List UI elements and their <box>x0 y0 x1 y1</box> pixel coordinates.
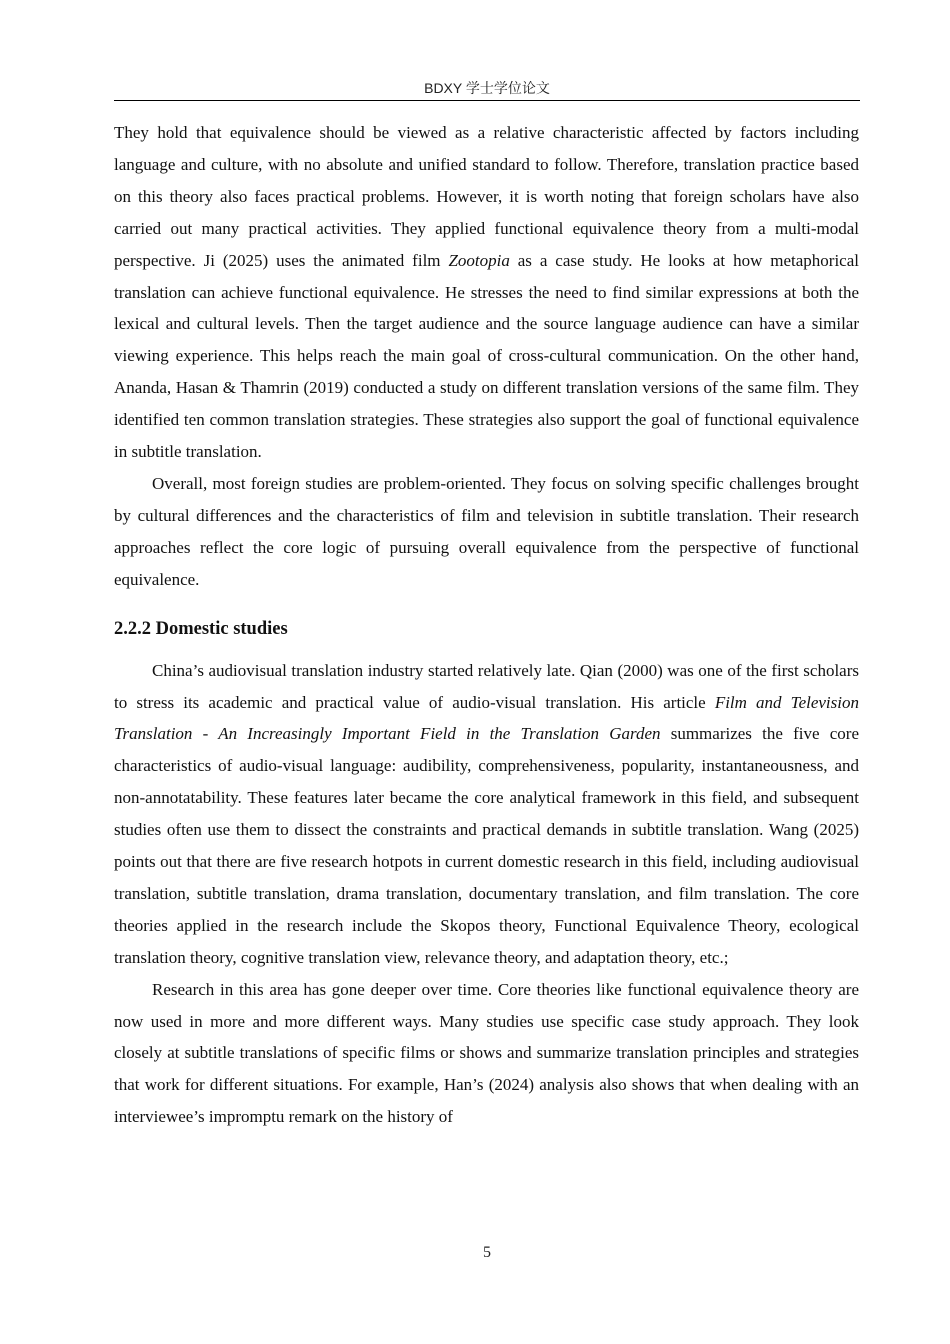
paragraph-text: as a case study. He looks at how metaphorical translation can achieve functional equivalence. He stresses the need to find similar expressions at both the lexical and cultural levels. Then the target audience and the source language audience can have a similar viewing experience. This helps reach the main goal of cross-cultural communication. On the other hand, Ananda, Hasan & Thamrin (2019) conducted a study on different translation versions of the same film. They identified ten common translation strategies. These strategies also support the goal of functional equivalence in subtitle translation. <box>114 250 859 462</box>
section-heading: 2.2.2 Domestic studies <box>114 618 288 639</box>
paragraph-foreign-studies-continued <box>114 117 859 468</box>
paragraph-foreign-studies-summary: Overall, most foreign studies are problem-oriented. They focus on solving specific challenges brought by cultural differences and the characteristics of film and television in subtitle translation. Their research approaches reflect the core logic of pursuing overall equivalence from the perspective of functional equivalence. <box>114 473 859 589</box>
paragraph-text: summarizes the five core characteristics of audio-visual language: audibility, comprehensiveness, popularity, instantaneousness, and non-annotatability. These features later became the core analytical framework in this field, and subsequent studies often use them to dissect the constraints and practical demands in subtitle translation. Wang (2025) points out that there are five research hotpots in current domestic research in this field, including audiovisual translation, subtitle translation, drama translation, documentary translation, and film translation. The core theories applied in the research include the Skopos theory, Functional Equivalence Theory, ecological translation theory, cognitive translation view, relevance theory, and adaptation theory, etc.; <box>114 724 859 967</box>
paragraph-domestic-studies-intro <box>114 655 859 974</box>
page-header: BDXY 学士学位论文 <box>424 80 550 96</box>
film-title-zootopia: Zootopia <box>448 250 510 270</box>
header-rule <box>114 100 860 101</box>
page-number: 5 <box>483 1244 491 1261</box>
page-body <box>114 117 859 1133</box>
paragraph-text: China’s audiovisual translation industry started relatively late. Qian (2000) was one of the first scholars to stress its academic and practical value of audio-visual translation. His article <box>114 660 859 712</box>
article-title: Film and Television Translation - An Increasingly Important Field in the Translation Garden <box>114 692 859 744</box>
paragraph-text: They hold that equivalence should be viewed as a relative characteristic affected by factors including language and culture, with no absolute and unified standard to follow. Therefore, translation practice based on this theory also faces practical problems. However, it is worth noting that foreign scholars have also carried out many practical activities. They applied functional equivalence theory from a multi-modal perspective. Ji (2025) uses the animated film <box>114 123 859 270</box>
paragraph-domestic-studies-research: Research in this area has gone deeper over time. Core theories like functional equivalence theory are now used in more and more different ways. Many studies use specific case study approach. They look closely at subtitle translations of specific films or shows and summarize translation principles and strategies that work for different situations. For example, Han’s (2024) analysis also shows that when dealing with an interviewee’s impromptu remark on the history of <box>114 979 859 1127</box>
